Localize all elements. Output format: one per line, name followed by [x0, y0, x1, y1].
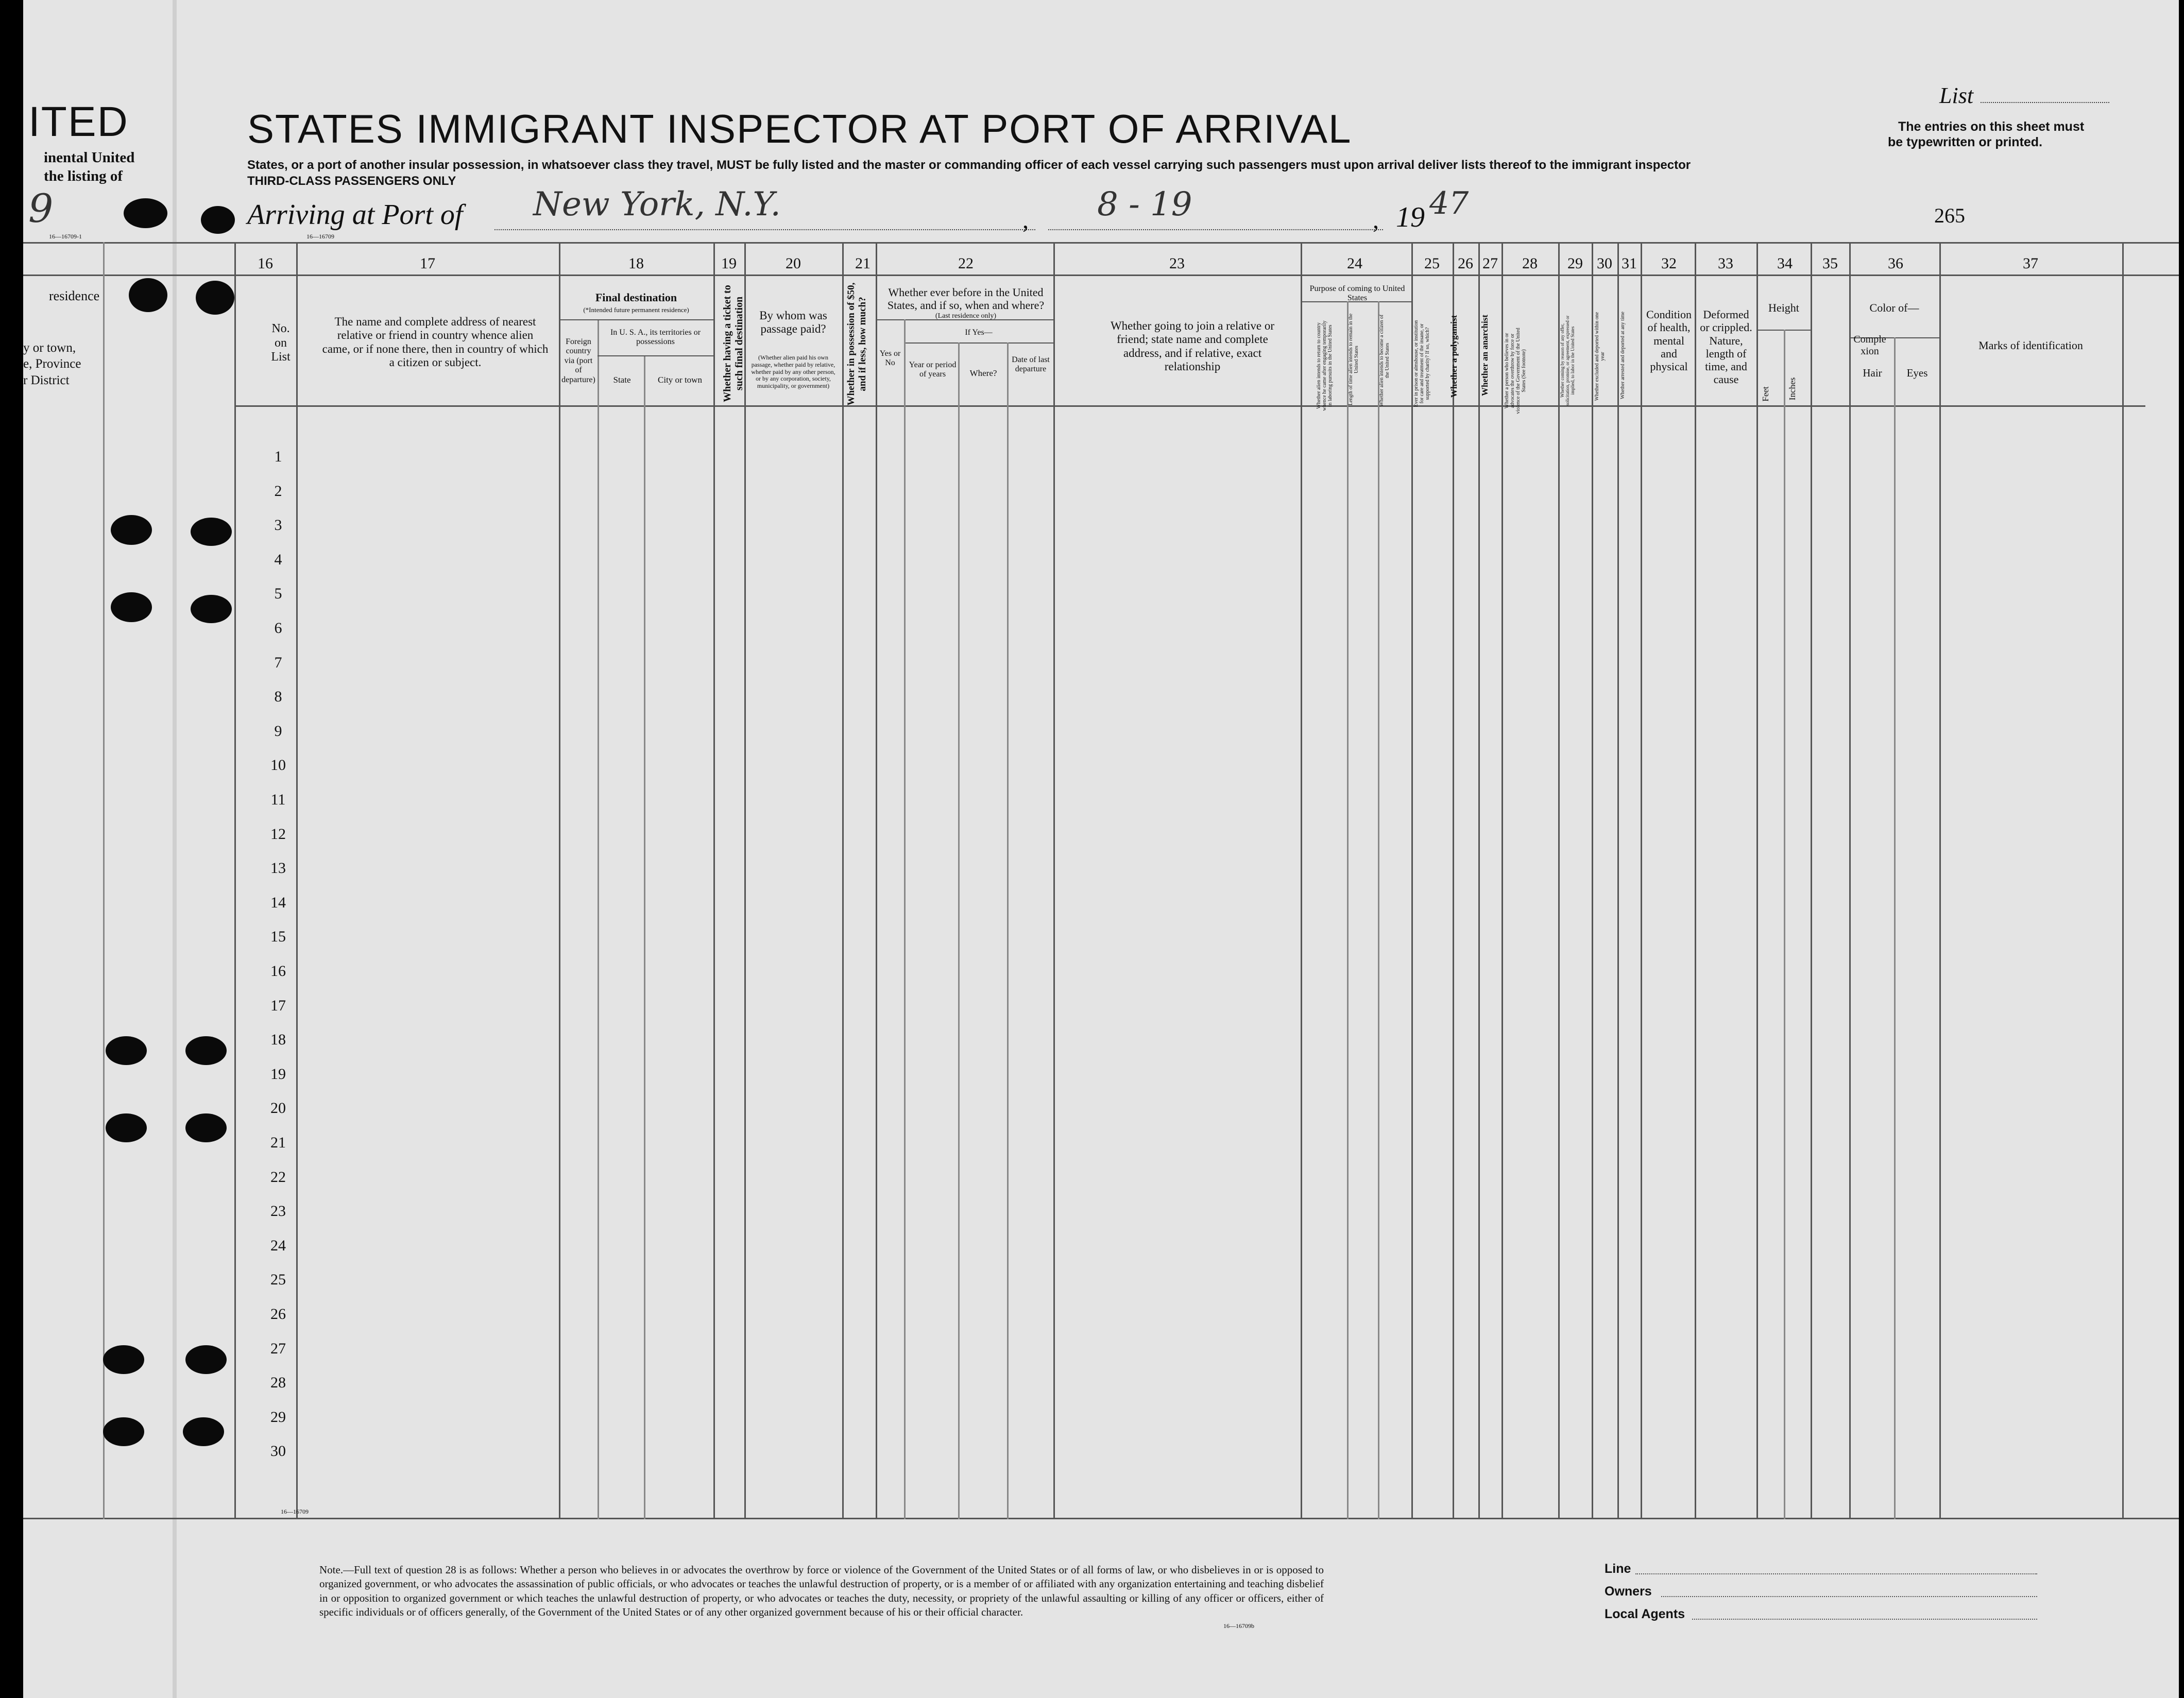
rule-17 — [559, 242, 560, 1519]
rule-18 — [713, 242, 715, 1519]
col34-inches: Inches — [1787, 377, 1797, 401]
row-number: 29 — [270, 1409, 286, 1426]
col34-header: Height — [1768, 301, 1799, 314]
col20-header: By whom was passage paid? — [759, 309, 827, 336]
owners-label: Owners — [1605, 1584, 1652, 1599]
col-num-28: 28 — [1522, 255, 1538, 272]
residence-line: e, Province — [23, 357, 81, 371]
rule-top — [23, 242, 2179, 244]
rule-22 — [1053, 242, 1055, 1519]
col-num-26: 26 — [1458, 255, 1473, 272]
punch-hole — [183, 1417, 224, 1446]
col-num-19: 19 — [721, 255, 737, 272]
header-form-code: 16—16709 — [306, 233, 334, 240]
left-fragment-title: ITED — [28, 98, 129, 145]
rule-20 — [842, 242, 844, 1519]
col-num-22: 22 — [958, 255, 974, 272]
footnote-form-code: 16—16709b — [1223, 1622, 1254, 1630]
left-fragment-line1: inental United — [44, 149, 135, 166]
rule-27 — [1502, 242, 1503, 1519]
page-fold — [173, 0, 177, 1698]
col24-header: Purpose of coming to United States — [1309, 284, 1405, 303]
col20-note: (Whether alien paid his own passage, whether paid by relative, whether paid by any other person, or by any corporation, society, municipality, or government) — [751, 354, 835, 390]
col-num-27: 27 — [1482, 255, 1498, 272]
col-num-30: 30 — [1597, 255, 1612, 272]
punch-hole — [103, 1417, 144, 1446]
col-num-34: 34 — [1777, 255, 1793, 272]
col33-header: Deformed or crippled. Nature, length of time, and cause — [1700, 308, 1752, 386]
date-handwritten: 8 - 19 — [1097, 185, 1192, 224]
agents-label: Local Agents — [1605, 1607, 1685, 1621]
col26-header: Whether a polygamist — [1449, 315, 1459, 398]
punch-hole — [185, 1345, 227, 1374]
rule-colnums — [23, 275, 2179, 276]
punch-hole — [191, 518, 232, 546]
row-number: 1 — [274, 448, 282, 465]
col36-hair: Hair — [1863, 367, 1882, 379]
punch-hole — [111, 515, 152, 545]
class-note: THIRD-CLASS PASSENGERS ONLY — [247, 174, 456, 188]
rule-33 — [1756, 242, 1758, 1519]
row-number: 25 — [270, 1271, 286, 1288]
entries-note-2: be typewritten or printed. — [1888, 135, 2043, 149]
rule-22h2 — [904, 342, 1053, 344]
rule-29 — [1592, 242, 1593, 1519]
year-handwritten: 47 — [1429, 185, 1469, 221]
residence-line: y or town, — [23, 341, 76, 355]
rule-22a — [904, 319, 906, 1519]
punch-hole — [129, 278, 167, 312]
col-num-36: 36 — [1888, 255, 1903, 272]
footnote: Note.—Full text of question 28 is as follows: Whether a person who believes in or advocates the overthrow by force or violence of the Government of the United States or of all forms of law, or who disbelieves in or is opposed to organized government, or who advocates the assassination of public officials, or who advocates or teaches the unlawful destruction of property, or is a member of or affiliated with any organization entertaining and teaching disbelief in or opposition to organized government or which teaches the unlawful destruction of property, or who advocates or teaches the duty, necessity, or propriety of the unlawful assaulting or killing of any officer or officers, either of specific individuals or of officers generally, of the Government of the United States or of any other organized government because of his or their official character. — [319, 1564, 1324, 1618]
left-fragment-form-code: 16—16709-1 — [49, 233, 82, 240]
header-subtitle: States, or a port of another insular possession, in whatsoever class they travel, MUST be fully listed and the master or commanding officer of each vessel carrying such passengers must upon arrival deliver lists thereof to the immigrant inspector — [247, 158, 1691, 172]
col16-label-line: on — [275, 336, 287, 350]
port-underline — [494, 229, 1035, 231]
row-number: 24 — [270, 1237, 286, 1254]
col-num-18: 18 — [628, 255, 644, 272]
sheet-inner — [23, 0, 2179, 1698]
rule-bottom — [23, 1518, 2179, 1519]
row-number: 14 — [270, 894, 286, 911]
col24-sub1: Whether alien intends to return to country whence he came after engaging temporarily in laboring pursuits in the United States — [1316, 320, 1333, 411]
rule-16 — [296, 242, 298, 1519]
row-number: 12 — [270, 826, 286, 843]
rule-37 — [2122, 242, 2124, 1519]
rule-31 — [1641, 242, 1642, 1519]
port-handwritten: New York, N.Y. — [533, 185, 781, 224]
col37-header: Marks of identification — [1978, 339, 2083, 352]
rule-34 — [1811, 242, 1812, 1519]
page-title: STATES IMMIGRANT INSPECTOR AT PORT OF ARRIVAL — [247, 106, 1352, 151]
col30-header: Whether excluded and deported within one year — [1594, 312, 1606, 401]
rule-36a — [1894, 337, 1896, 1519]
col24-sub3: Whether alien intends to become a citizen of the United States — [1379, 314, 1390, 407]
row-number: 17 — [270, 997, 286, 1014]
row-number: 9 — [274, 723, 282, 740]
punch-hole — [185, 1113, 227, 1142]
row-number: 19 — [270, 1066, 286, 1083]
line-label: Line — [1605, 1562, 1631, 1576]
col36-eyes: Eyes — [1906, 367, 1928, 379]
residence-line: r District — [23, 373, 70, 387]
rule-24 — [1411, 242, 1413, 1519]
rule-18a — [598, 319, 599, 1519]
row-number: 3 — [274, 517, 282, 534]
col34-feet: Feet — [1761, 386, 1770, 402]
col16-label-line: No. — [271, 322, 290, 335]
agents-underline — [1692, 1619, 2037, 1621]
left-fragment-residence-lines — [23, 340, 81, 388]
row-number: 6 — [274, 620, 282, 637]
col22-year: Year or period of years — [909, 361, 957, 379]
rule-19 — [744, 242, 746, 1519]
col16-label-line: List — [271, 350, 291, 364]
rule-34a — [1784, 330, 1785, 1519]
col36-header: Color of— — [1869, 301, 1919, 314]
col-num-33: 33 — [1718, 255, 1733, 272]
line-underline — [1635, 1573, 2037, 1575]
port-comma: , — [1022, 207, 1029, 234]
col24-sub2: Length of time alien intends to remain in the United States — [1348, 313, 1359, 406]
rule-left-a — [103, 242, 105, 1519]
col29-header: Whether coming by reason of any offer, solicitation, promise, or agreement, expressed or implied, to labor in the United States — [1560, 315, 1575, 406]
row-number: 23 — [270, 1203, 286, 1220]
row-number: 30 — [270, 1443, 286, 1460]
punch-hole — [106, 1036, 147, 1065]
punch-hole — [196, 281, 234, 315]
col-num-25: 25 — [1424, 255, 1440, 272]
date-comma: , — [1373, 207, 1379, 234]
row-number: 4 — [274, 551, 282, 568]
row-number: 18 — [270, 1031, 286, 1048]
col21-header: Whether in possession of $50, and if less, how much? — [846, 282, 868, 406]
rule-18b — [644, 355, 645, 1519]
col18-header: Final destination — [595, 291, 677, 304]
row-number: 7 — [274, 654, 282, 671]
left-fragment-year-digit: 9 — [28, 185, 54, 231]
punch-hole — [191, 595, 232, 623]
col31-header: Whether arrested and deported at any time — [1620, 312, 1626, 399]
row-number: 28 — [270, 1374, 286, 1391]
row-number: 16 — [270, 963, 286, 980]
rule-25 — [1453, 242, 1454, 1519]
row-number: 21 — [270, 1134, 286, 1151]
col-num-21: 21 — [855, 255, 871, 272]
col32-header: Condition of health, mental and physical — [1646, 308, 1692, 373]
col18-note: (*Intended future permanent residence) — [583, 306, 689, 314]
row-number: 22 — [270, 1169, 286, 1186]
row-number: 5 — [274, 585, 282, 602]
rule-28 — [1558, 242, 1560, 1519]
sheet-number: 265 — [1934, 204, 1965, 227]
col-num-24: 24 — [1347, 255, 1362, 272]
col-num-17: 17 — [420, 255, 435, 272]
col-num-29: 29 — [1567, 255, 1583, 272]
row-number: 2 — [274, 483, 282, 500]
col18-city: City or town — [658, 375, 702, 385]
col-num-20: 20 — [786, 255, 801, 272]
col19-header: Whether having a ticket to such final destination — [722, 285, 745, 402]
col25-header: Ever in prison or almshouse, or institution for care and treatment of the insane, or supported by charity? If so, which? — [1413, 320, 1430, 407]
col-num-35: 35 — [1822, 255, 1838, 272]
row-number: 10 — [270, 757, 286, 774]
rule-24a — [1347, 301, 1349, 1519]
rule-18h2 — [598, 355, 713, 356]
col18-state: State — [613, 375, 631, 385]
col-num-31: 31 — [1622, 255, 1637, 272]
col18-foreign: Foreign country via (port of departure) — [561, 337, 595, 384]
col17-header: The name and complete address of nearest relative or friend in country whence alien came, or if none there, then in country of which a citizen or subject. — [322, 315, 549, 369]
list-underline — [1981, 102, 2109, 104]
col22-date: Date of last departure — [1012, 355, 1050, 374]
rule-18h — [559, 319, 713, 320]
col-num-23: 23 — [1169, 255, 1185, 272]
col22-note: (Last residence only) — [935, 312, 997, 320]
col18-usa: In U. S. A., its territories or possessions — [610, 328, 701, 347]
rule-36 — [1939, 242, 1941, 1519]
col22-header: Whether ever before in the United States, and if so, when and where? — [887, 286, 1045, 312]
punch-hole — [106, 1113, 147, 1142]
col27-header: Whether an anarchist — [1480, 314, 1490, 397]
arriving-label: Arriving at Port of — [247, 199, 463, 231]
row-number: 11 — [270, 791, 286, 808]
col22-where: Where? — [969, 368, 997, 378]
left-fragment-line2: the listing of — [44, 168, 123, 184]
date-underline — [1048, 229, 1383, 231]
col35-header: Complexion — [1853, 334, 1886, 357]
col28-header: Whether a person who believes in or advocates the overthrow by force or violence of the Government of the United States (See footnote) — [1504, 328, 1527, 414]
manifest-sheet — [23, 0, 2179, 1698]
entries-note-1: The entries on this sheet must — [1898, 119, 2085, 134]
row-number: 27 — [270, 1340, 286, 1357]
rule-22c — [1007, 342, 1009, 1519]
rule-32 — [1695, 242, 1696, 1519]
rule-21 — [876, 242, 877, 1519]
col22-yes-no: Yes or No — [879, 349, 901, 368]
col-num-32: 32 — [1661, 255, 1677, 272]
row-number: 13 — [270, 860, 286, 877]
rule-22b — [958, 342, 960, 1519]
rule-30 — [1617, 242, 1619, 1519]
col23-header: Whether going to join a relative or friend; state name and complete address, and if relative, exact relationship — [1110, 319, 1275, 373]
rule-24b — [1378, 301, 1379, 1519]
left-fragment-residence-label: residence — [49, 288, 100, 303]
owners-underline — [1661, 1596, 2037, 1598]
rule-left-b — [234, 242, 236, 1519]
row-number: 8 — [274, 688, 282, 705]
punch-hole — [185, 1036, 227, 1065]
row-number: 20 — [270, 1100, 286, 1117]
rule-26 — [1478, 242, 1480, 1519]
rule-35 — [1849, 242, 1851, 1519]
punch-hole — [111, 592, 152, 622]
col16-header — [265, 322, 296, 365]
year-prefix: 19 — [1396, 201, 1425, 233]
row-number: 26 — [270, 1306, 286, 1323]
row-number: 15 — [270, 928, 286, 945]
col-num-37: 37 — [2023, 255, 2038, 272]
list-label: List — [1939, 83, 1974, 108]
punch-hole — [124, 198, 167, 228]
punch-hole — [201, 206, 235, 234]
rule-23 — [1301, 242, 1302, 1519]
punch-hole — [103, 1345, 144, 1374]
col-num-16: 16 — [258, 255, 273, 272]
bottom-form-code: 16—16709 — [281, 1508, 309, 1515]
rule-header-bottom — [234, 405, 2145, 407]
col22-if-yes: If Yes— — [965, 328, 993, 337]
